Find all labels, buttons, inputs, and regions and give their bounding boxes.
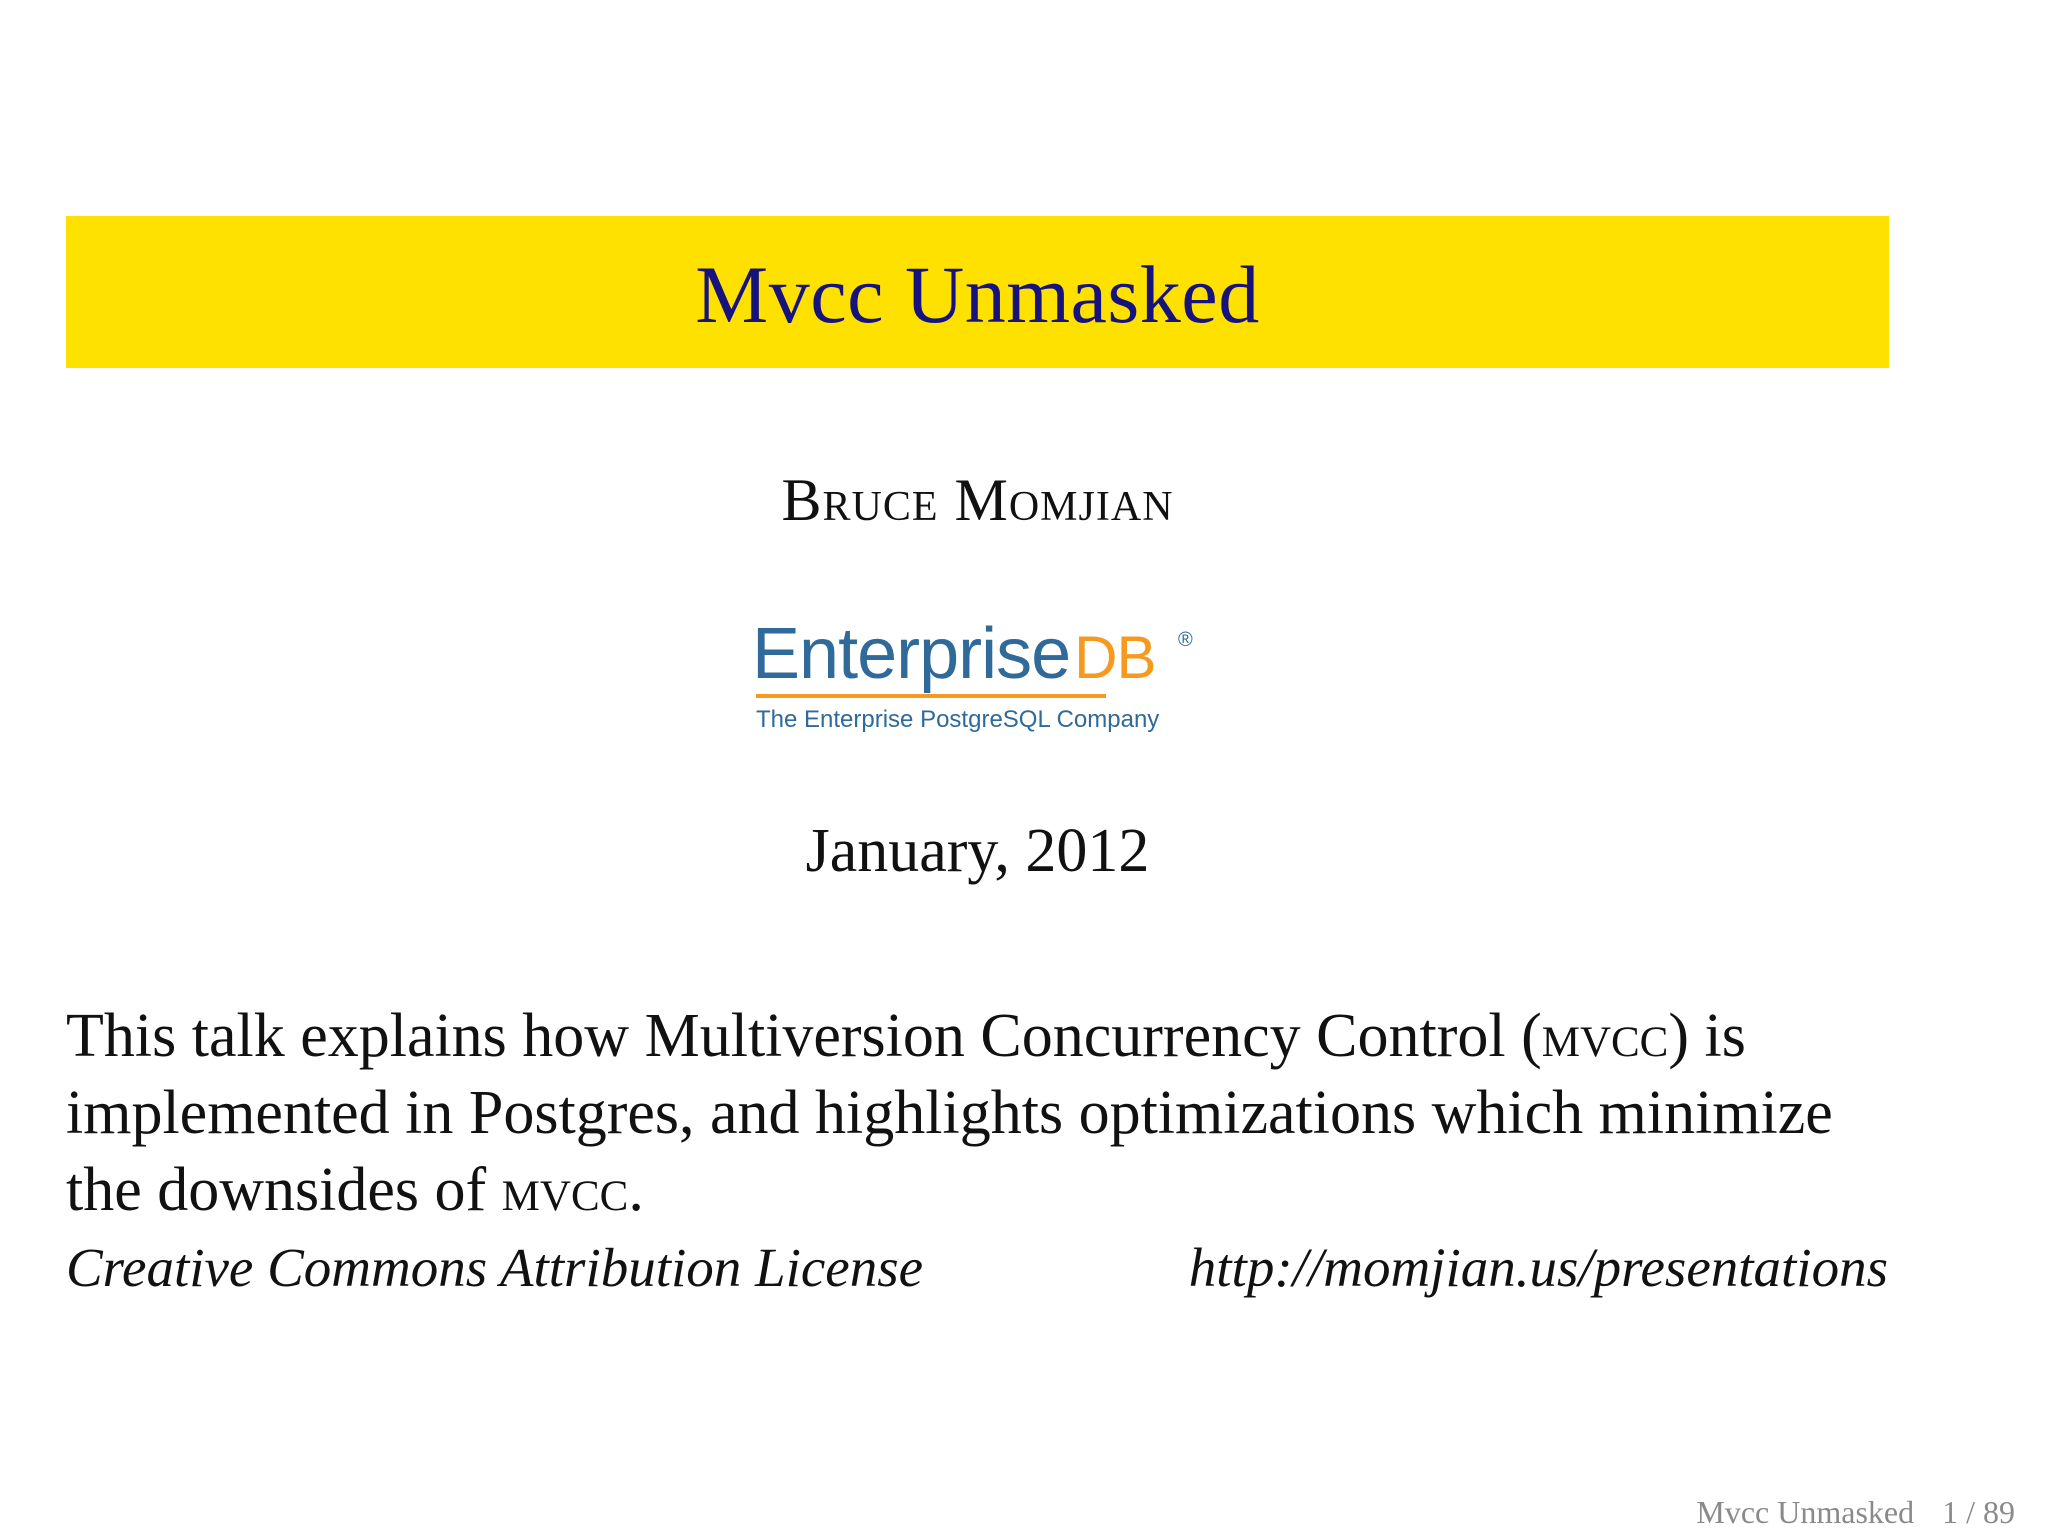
author-name: Bruce Momjian (781, 467, 1174, 533)
abstract-text-3: . (628, 1156, 644, 1224)
license-text: Creative Commons Attribution License (66, 1237, 924, 1298)
license-row (66, 1237, 1888, 1298)
presentations-url[interactable]: http://momjian.us/presentations (1188, 1237, 1888, 1298)
enterprisedb-logo (752, 614, 1212, 738)
logo-word-db: DB (1074, 624, 1156, 691)
logo-tagline: The Enterprise PostgreSQL Company (756, 706, 1160, 733)
abstract-abbr-1: mvcc (1541, 1002, 1669, 1070)
logo-underline (756, 694, 1106, 698)
page-number: 1 / 89 (1942, 1494, 2015, 1530)
abstract-abbr-2: mvcc (501, 1156, 629, 1224)
logo-word-enterprise: Enterprise (752, 614, 1071, 694)
presentation-date: January, 2012 (805, 817, 1150, 885)
slide-title: Mvcc Unmasked (695, 249, 1260, 340)
page-footer (1696, 1496, 2015, 1528)
abstract (66, 998, 1896, 1229)
title-bar (66, 216, 1889, 368)
abstract-text-2: ) is implemented in Postgres, and highlights optimizations which minimize the downsides of (66, 1002, 1833, 1224)
abstract-paragraph (66, 998, 1896, 1229)
abstract-text-1: This talk explains how Multiversion Concurrency Control ( (66, 1002, 1542, 1070)
footer-title: Mvcc Unmasked (1696, 1494, 1915, 1530)
logo-wordmark (752, 614, 1156, 694)
registered-mark: ® (1178, 629, 1193, 651)
